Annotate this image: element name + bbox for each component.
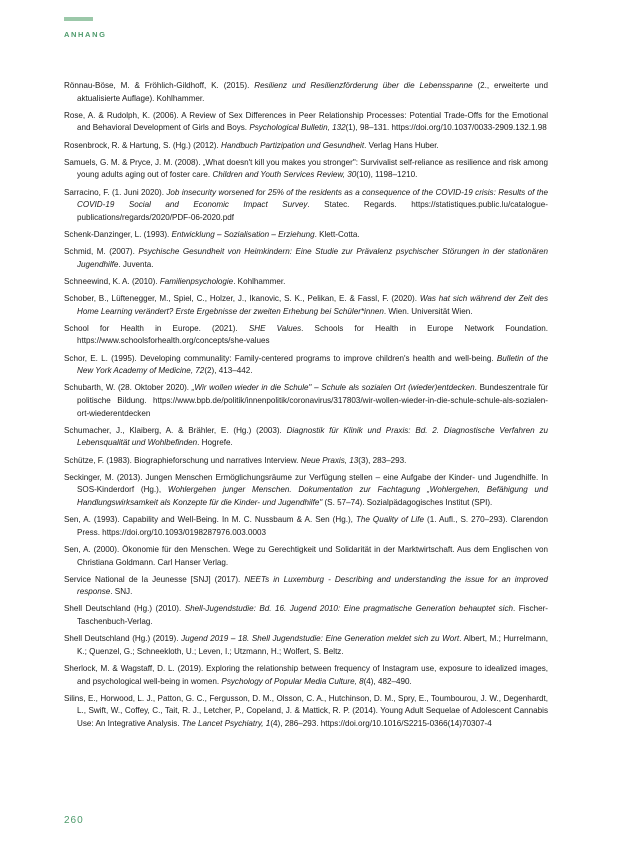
reference-title: Handbuch Partizipation und Gesundheit [221,140,365,150]
reference-pre: Schneewind, K. A. (2010). [64,276,160,286]
reference-entry [64,110,548,135]
reference-pre: Sen, A. (2000). Ökonomie für den Menschen. Wege zu Gerechtigkeit und Solidarität in der Marktwirtschaft. Aus dem Englischen von Christiana Goldmann. Carl Hanser Verlag. [64,544,548,567]
reference-title: SHE Values [248,323,302,333]
reference-post: . Bundeszentrale für politische Bildung. https://www.bpb.de/politik/innenpolitik/coronavirus/317803/wir-wollen-wieder-in-die-schule-schule-als-sozialen-ort-wiederentdecken [77,383,548,418]
reference-entry [64,276,548,289]
reference-post: . Wien. Universität Wien. [383,306,473,316]
reference-post: (10), 1198–1210. [356,170,418,180]
reference-post: . Schools for Health in Europe Network Foundation. https://www.schoolsforhealth.org/concepts/she-values [77,323,549,346]
reference-post: (1. Aufl., S. 270–293). Clarendon Press. https://doi.org/10.1093/0198287976.003.0003 [77,515,549,537]
reference-entry [64,293,548,318]
reference-pre: Schenk-Danzinger, L. (1993). [64,229,172,239]
reference-pre: Sarracino, F. (1. Juni 2020). [64,187,167,197]
reference-title: NEETs in Luxemburg - Describing and understanding the issue for an improved response [77,574,548,597]
reference-entry [64,425,548,450]
reference-pre: Seckinger, M. (2013). Jungen Menschen Ermöglichungsräume zur Verfügung stellen – eine Aufgabe der Kinder- und Jugendhilfe. In SOS-Kinderdorf (Hg.), [64,472,548,495]
reference-entry [64,157,548,182]
reference-pre: Schumacher, J., Klaiberg, A. & Brähler, E. (Hg.) (2003). [64,425,287,435]
reference-pre: Schmid, M. (2007). [64,247,139,257]
reference-pre: Rose, A. & Rudolph, K. (2006). A Review of Sex Differences in Peer Relationship Processes: Potential Trade-Offs for the Emotional and Behavioral Development of Girls and Boys. [64,110,548,133]
reference-post: (1), 98–131. https://doi.org/10.1037/0033-2909.132.1.98 [345,123,547,133]
reference-entry [64,633,548,658]
reference-pre: School for Health in Europe. (2021). [64,323,249,333]
reference-post: . Juventa. [118,259,154,269]
reference-title: Entwicklung – Sozialisation – Erziehung [171,229,315,239]
reference-entry [64,455,548,468]
reference-title: Psychological Bulletin, 132 [249,123,346,133]
reference-post: (4), 482–490. [363,676,412,686]
reference-title: Bulletin of the New York Academy of Medicine, 72 [77,353,548,376]
reference-pre: Schor, E. L. (1995). Developing communality: Family-centered programs to improve children's health and well-being. [64,353,497,363]
reference-title: Was hat sich während der Zeit des Home Learning verändert? Erste Ergebnisse der zweiten Erhebung bei Schüler*innen [77,294,548,316]
reference-entry [64,574,548,599]
reference-post: (2), 413–442. [204,366,253,376]
reference-entry [64,382,548,420]
reference-pre: Service National de la Jeunesse [SNJ] (2017). [64,574,245,584]
reference-title: Jugend 2019 – 18. Shell Jugendstudie: Eine Generation meldet sich zu Wort [181,634,460,644]
reference-pre: Sen, A. (1993). Capability and Well-Being. In M. C. Nussbaum & A. Sen (Hg.), [64,515,356,525]
reference-entry [64,140,548,153]
reference-entry [64,229,548,242]
reference-post: . Statec. Regards. https://statistiques.public.lu/catalogue-publications/regards/2020/PDF-06-2020.pdf [77,200,548,222]
reference-title: Psychology of Popular Media Culture, 8 [221,676,364,686]
reference-entry [64,603,548,628]
reference-title: Wohlergehen junger Menschen. Dokumentation zur Fachtagung „Wohlergehen, Befähigung und Handlungswirksamkeit als Konzepte für die Kinder- und Jugendhilfe" [77,485,548,507]
reference-pre: Rönnau-Böse, M. & Fröhlich-Gildhoff, K. (2015). [64,81,255,90]
reference-pre: Shell Deutschland (Hg.) (2019). [64,634,182,644]
reference-entry [64,693,548,731]
reference-entry [64,187,548,225]
reference-entry [64,544,548,569]
reference-entry [64,472,548,510]
reference-pre: Rosenbrock, R. & Hartung, S. (Hg.) (2012). [64,140,221,150]
reference-title: The Lancet Psychiatry, 1 [181,719,271,728]
reference-post: . Fischer-Taschenbuch-Verlag. [77,604,549,627]
reference-title: The Quality of Life [355,515,424,525]
reference-post: (S. 57–74). Sozialpädagogisches Institut (SPI). [322,497,493,507]
reference-pre: Silins, E., Horwood, L. J., Patton, G. C., Fergusson, D. M., Olsson, C. A., Hutchinson, D. M., Spry, E., Toumbourou, J. W., Degenhardt, L., Swift, W., Coffey, C., Tait, R. J., Letcher, P., Copeland, J. & Mattick, R. P. (2014). Young Adult Sequelae of Adolescent Cannabis Use: An Integrative Analysis. [64,693,548,728]
reference-post: (2., erweiterte und aktualisierte Auflage). Kohlhammer. [77,81,548,103]
reference-pre: Schober, B., Lüftenegger, M., Spiel, C., Holzer, J., Ikanovic, S. K., Pelikan, E. & Fassl, F. (2020). [64,294,420,304]
reference-post: . Verlag Hans Huber. [364,140,439,150]
reference-post: . Albert, M.; Hurrelmann, K.; Quenzel, G.; Schneekloth, U.; Leven, I.; Utzmann, H.; Wolfert, S. Beltz. [77,634,548,656]
page-number: 260 [64,815,84,826]
reference-entry [64,663,548,688]
reference-title: Diagnostik für Klinik und Praxis: Bd. 2. Diagnostische Verfahren zu Lebensqualität und Wohlbefinden [77,425,548,448]
reference-post: . Hogrefe. [197,438,233,448]
reference-entry [64,246,548,271]
reference-post: . SNJ. [110,587,133,597]
reference-title: Shell-Jugendstudie: Bd. 16. Jugend 2010: Eine pragmatische Generation behauptet sich [184,604,513,614]
reference-post: . Klett-Cotta. [314,229,360,239]
section-label: ANHANG [64,30,107,39]
header-accent-bar [64,17,93,21]
reference-post: (3), 283–293. [358,455,407,465]
reference-pre: Schubarth, W. (28. Oktober 2020). [64,383,192,393]
reference-pre: Sherlock, M. & Wagstaff, D. L. (2019). Exploring the relationship between frequency of Instagram use, exposure to idealized images, and psychological well-being in women. [64,664,548,686]
reference-entry [64,80,548,105]
reference-title: „Wir wollen wieder in die Schule" – Schule als sozialen Ort (wieder)entdecken [191,383,475,393]
reference-pre: Samuels, G. M. & Pryce, J. M. (2008). „What doesn't kill you makes you stronger": Survivalist self-reliance as resilience and risk among young adults aging out of foster care. [64,157,548,180]
reference-title: Familienpsychologie [159,276,234,286]
reference-title: Resilienz und Resilienzförderung über die Lebensspanne [254,81,473,90]
reference-title: Neue Praxis, 13 [300,455,359,465]
reference-entry [64,514,548,539]
reference-title: Children and Youth Services Review, 30 [212,170,357,180]
reference-pre: Schütze, F. (1983). Biographieforschung und narratives Interview. [64,455,301,465]
reference-list [64,80,548,735]
reference-post: . Kohlhammer. [233,276,286,286]
reference-entry [64,323,548,348]
reference-entry [64,353,548,378]
reference-title: Psychische Gesundheit von Heimkindern: Eine Studie zur Prävalenz psychischer Störungen in der stationären Jugendhilfe [77,247,548,269]
reference-title: Job insecurity worsened for 25% of the residents as a consequence of the COVID-19 crisis: Results of the COVID-19 Social and Economic Impact Survey [77,187,549,210]
reference-pre: Shell Deutschland (Hg.) (2010). [64,604,185,614]
reference-post: (4), 286–293. https://doi.org/10.1016/S2215-0366(14)70307-4 [270,719,492,728]
